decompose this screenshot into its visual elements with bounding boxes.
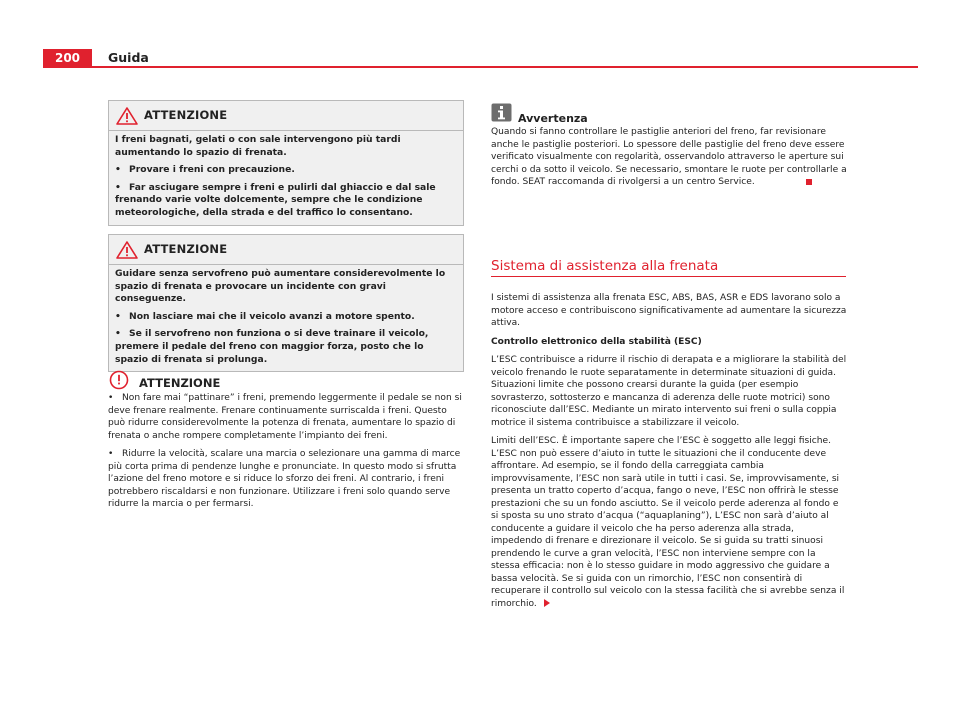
assist-intro: I sistemi di assistenza alla frenata ESC, ABS, BAS, ASR e EDS lavorano solo a motore acceso e contribuiscono significativamente ad aumentare la sicurezza attiva.	[491, 293, 847, 328]
info-icon	[491, 103, 513, 123]
note-text: Quando si fanno controllare le pastiglie anteriori del freno, far revisionare anche le pastiglie posteriori. Lo spessore delle pastiglie del freno deve essere verificato visualmente con regolarità, osservandolo attraverso le aperture sui cerchi o da sotto il veicolo. Se necessario, smontare le ruote per controllarle a fondo. SEAT raccomanda di rivolgersi a un centro Service.	[491, 127, 847, 187]
assist-section-title: Sistema di assistenza alla frenata	[491, 258, 719, 274]
caution-bullet: • Non fare mai “pattinare” i freni, premendo leggermente il pedale se non si deve frenare realmente. Frenare continuamente surriscalda i freni. Questo può ridurre considerevolmente la potenza di frenata, aumentare lo spazio di frenata o anche rompere completamente l’impianto dei freni.	[108, 393, 462, 441]
warning-bullet: • Provare i freni con precauzione.	[115, 164, 295, 176]
warning-box-header	[109, 101, 463, 131]
caution-bullet: • Ridurre la velocità, scalare una marcia o selezionare una gamma di marce più corta prima di pendenze lunghe e pronunciate. In questo modo si sfrutta l’azione del freno motore e si riduce lo sforzo dei freni. Al contrario, i freni potrebbero riscaldarsi e non funzionare. Utilizzare i freni solo quando serve ridurre la marcia o per fermarsi.	[108, 449, 461, 509]
header-rule	[43, 66, 918, 68]
note-title: Avvertenza	[518, 112, 588, 125]
assist-title-rule	[491, 276, 846, 277]
caution-text	[108, 392, 464, 517]
warning-bullet: • Se il servofreno non funziona o si deve trainare il veicolo, premere il pedale del freno con maggior forza, posto che lo spazio di frenata si prolunga.	[115, 328, 429, 365]
warning-title: ATTENZIONE	[144, 242, 228, 256]
section-title: Guida	[108, 50, 149, 65]
warning-intro: I freni bagnati, gelati o con sale intervengono più tardi aumentando lo spazio di frenata.	[115, 134, 401, 158]
end-mark-icon	[806, 179, 812, 185]
esc-paragraph-1: L’ESC contribuisce a ridurre il rischio di derapata e a migliorare la stabilità del veicolo frenando le ruote separatamente in determinate situazioni di guida. Situazioni limite che possono crearsi durante la guida (per esempio sovrasterzo, sottosterzo e mancanza di aderenza delle ruote motrici) sono riconosciute dall’ESC. Mediante un mirato intervento sui freni o sulla coppia motrice il sistema contribuisce a stabilizzare il veicolo.	[491, 355, 847, 428]
warning-title: ATTENZIONE	[144, 108, 228, 122]
assist-content	[491, 292, 847, 616]
warning-bullet: • Non lasciare mai che il veicolo avanzi a motore spento.	[115, 310, 415, 322]
caution-circle-icon	[108, 370, 130, 390]
page-number: 200	[43, 49, 92, 67]
esc-paragraph-2: Limiti dell’ESC. È importante sapere che l’ESC è soggetto alle leggi fisiche. L’ESC non può essere d’aiuto in tutte le situazioni che il conducente deve affrontare. Ad esempio, se il fondo della carreggiata cambia improvvisamente, l’ESC non sarà utile in tutti i casi. Se, improvvisamente, si presenta un tratto coperto d’acqua, fango o neve, l’ESC non offrirà le stesse prestazioni che su un fondo asciutto. Se il veicolo perde aderenza al fondo e si sposta su uno strato d’acqua (“aquaplaning”), L’ESC non sarà d’aiuto al conducente a guidare il veicolo che ha perso aderenza alla strada, impedendo di frenare e direzionare il veicolo. Se si guida su tratti sinuosi prendendo le curve a gran velocità, l’ESC non interviene sempre con la stessa efficacia: non è lo stesso guidare in modo aggressivo che guidare a bassa velocità. Se si guida con un rimorchio, l’ESC non consentirà di recuperare il controllo sul veicolo con la stessa facilità che si avrebbe senza il rimorchio.	[491, 436, 845, 609]
caution-title: ATTENZIONE	[139, 376, 221, 390]
warning-intro: Guidare senza servofreno può aumentare considerevolmente lo spazio di frenata e provocare un incidente con gravi conseguenze.	[115, 268, 446, 305]
warning-bullet: • Far asciugare sempre i freni e pulirli dal ghiaccio e dal sale frenando varie volte dolcemente, sempre che le condizione meteorologiche, della strada e del traffico lo consentano.	[115, 181, 436, 218]
warning-triangle-icon	[116, 241, 138, 259]
warning-box-wet-brakes	[108, 100, 464, 226]
warning-box-header	[109, 235, 463, 265]
note-header	[491, 103, 588, 127]
warning-triangle-icon	[116, 107, 138, 125]
esc-heading: Controllo elettronico della stabilità (ESC)	[491, 336, 702, 347]
warning-box-servo-brake	[108, 234, 464, 372]
continue-arrow-icon	[544, 599, 550, 607]
